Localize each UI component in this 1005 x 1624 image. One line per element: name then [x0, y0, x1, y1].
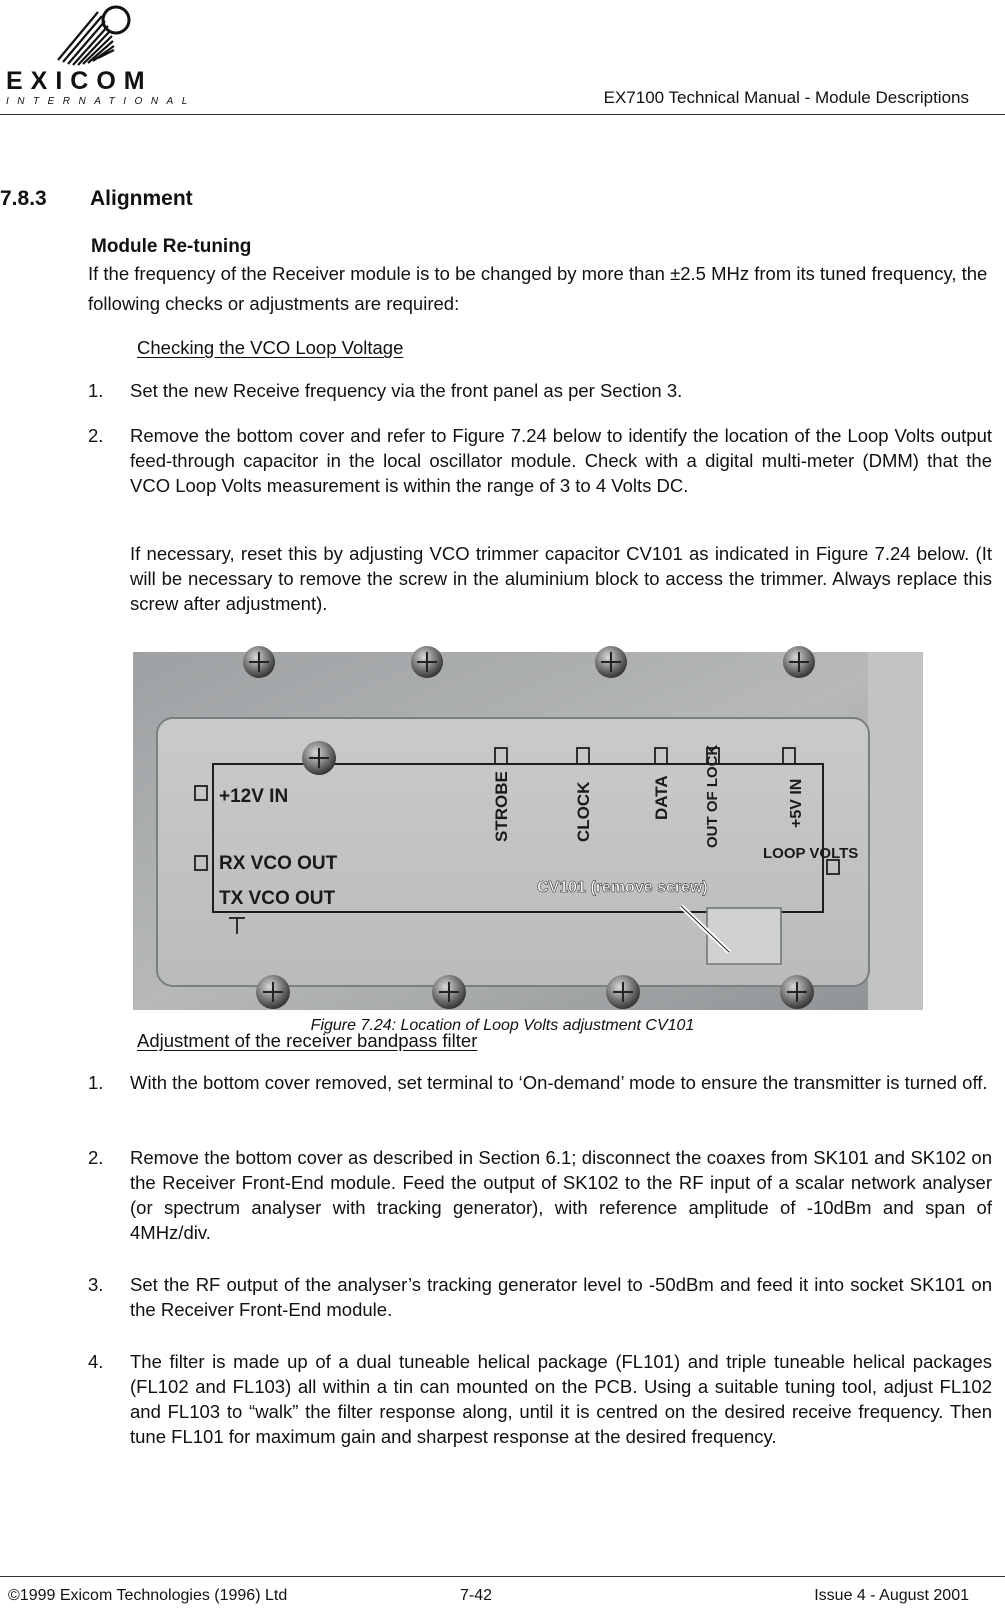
step-number: 2. [88, 1147, 104, 1168]
step-text: Set the RF output of the analyser’s tracking generator level to -50dBm and feed it into socket SK101 on the Receiver Front-End module. [130, 1274, 992, 1320]
intro-paragraph: If the frequency of the Receiver module is to be changed by more than ±2.5 MHz from its tuned frequency, the following checks or adjustments are required: [88, 263, 988, 314]
section-heading [0, 187, 193, 211]
label-clock: CLOCK [574, 781, 593, 842]
bpf-step [88, 1145, 992, 1245]
step-number: 2. [88, 425, 104, 446]
bpf-step [88, 1349, 992, 1449]
logo-subtext: INTERNATIONAL [6, 96, 196, 107]
figure-caption: Figure 7.24: Location of Loop Volts adjustment CV101 [310, 1017, 695, 1034]
label-tx-vco-out: TX VCO OUT [219, 888, 336, 909]
step-text: Remove the bottom cover as described in Section 6.1; disconnect the coaxes from SK101 and SK102 on the Receiver Front-End module. Feed the output of SK102 to the RF input of a scalar network analyser (or spectrum analyser with tracking generator), with reference amplitude of -10dBm and span of 4MHz/div. [130, 1147, 992, 1243]
vco-note: If necessary, reset this by adjusting VCO trimmer capacitor CV101 as indicated in Figure 7.24 below. (It will be necessary to remove the screw in the aluminium block to access the trimmer. Always replace this screw after adjustment). [130, 543, 992, 614]
logo-wordmark: EXICOM [6, 67, 153, 95]
step-text: Set the new Receive frequency via the front panel as per Section 3. [130, 380, 683, 401]
label-loop-volts: LOOP VOLTS [763, 845, 859, 862]
label-cv101: CV101 (remove screw) [537, 879, 708, 896]
figure-photo [133, 652, 923, 1010]
section-title: Alignment [90, 187, 193, 210]
step-text: The filter is made up of a dual tuneable helical package (FL101) and triple tuneable helical packages (FL102 and FL103) all within a tin can mounted on the PCB. Using a suitable tuning tool, adjust FL102 and FL103 to “walk” the filter response along, until it is centred on the desired receive frequency. Then tune FL101 for maximum gain and sharpest response at the desired frequency. [130, 1351, 992, 1447]
label-12v-in: +12V IN [219, 786, 289, 807]
footer-divider [0, 1576, 1005, 1577]
header-title: EX7100 Technical Manual - Module Descriptions [603, 88, 969, 107]
label-data: DATA [652, 775, 671, 820]
step-number: 3. [88, 1274, 104, 1295]
vco-heading: Checking the VCO Loop Voltage [137, 337, 404, 358]
step-text: Remove the bottom cover and refer to Figure 7.24 below to identify the location of the Loop Volts output feed-through capacitor in the local oscillator module. Check with a digital multi-meter (DMM) that the VCO Loop Volts measurement is within the range of 3 to 4 Volts DC. [130, 425, 992, 496]
footer-copyright: ©1999 Exicom Technologies (1996) Ltd [8, 1587, 288, 1604]
footer-issue: Issue 4 - August 2001 [814, 1587, 969, 1604]
section-number: 7.8.3 [0, 187, 47, 210]
label-out-of-lock: OUT OF LOCK [704, 744, 721, 848]
label-5v-in: +5V IN [788, 778, 805, 828]
subheading: Module Re-tuning [91, 236, 252, 257]
bpf-step [88, 1070, 992, 1095]
step-number: 1. [88, 1072, 104, 1093]
vco-step [88, 423, 992, 498]
vco-step [88, 378, 992, 403]
bpf-step [88, 1272, 992, 1322]
exicom-logo [2, 2, 196, 107]
label-strobe: STROBE [492, 771, 511, 842]
step-text: With the bottom cover removed, set terminal to ‘On-demand’ mode to ensure the transmitter is turned off. [130, 1072, 988, 1093]
bpf-heading: Adjustment of the receiver bandpass filter [137, 1030, 478, 1051]
footer-page-number: 7-42 [460, 1587, 493, 1604]
step-number: 4. [88, 1351, 104, 1372]
logo-globe-icon [58, 7, 129, 65]
label-rx-vco-out: RX VCO OUT [219, 853, 338, 874]
step-number: 1. [88, 380, 104, 401]
header-divider [0, 114, 1005, 115]
